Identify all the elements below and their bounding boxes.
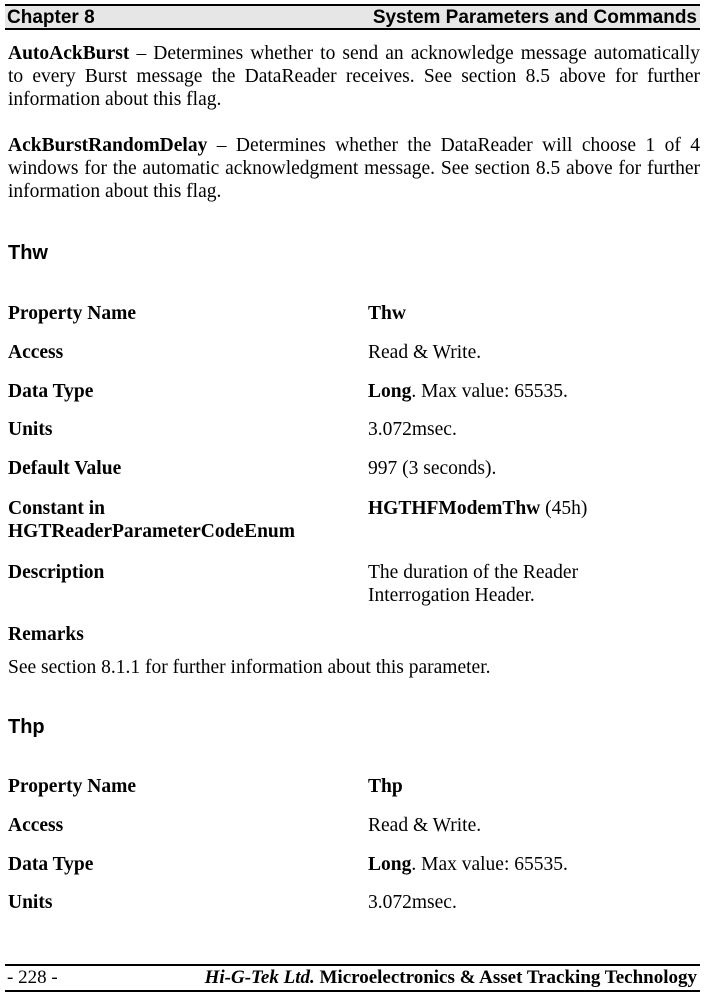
property-value: HGTHFModemThw (45h) [368, 498, 588, 519]
property-name: Description [8, 562, 105, 583]
property-value: Long. Max value: 65535. [368, 381, 568, 402]
company-name: Hi-G-Tek Ltd. [204, 967, 315, 988]
property-name: Data Type [8, 381, 94, 402]
chapter-label: Chapter 8 [7, 7, 95, 28]
property-value: 997 (3 seconds). [368, 458, 497, 479]
term-description: – Determines whether to send an acknowledge message automatically to every Burst message the DataReader receives. See section 8.5 above for further information about this flag. [8, 43, 700, 110]
property-value: The duration of the Reader Interrogation Header. [368, 562, 579, 606]
property-name: Access [8, 815, 64, 836]
company-tagline: Microelectronics & Asset Tracking Technology [314, 967, 697, 988]
property-name: Data Type [8, 854, 94, 875]
page-header [5, 4, 700, 30]
remarks-title: Remarks [8, 624, 84, 645]
term: AutoAckBurst [8, 43, 130, 64]
property-name: Access [8, 342, 64, 363]
chapter-title: System Parameters and Commands [372, 7, 697, 28]
term-description: – Determines whether the DataReader will choose 1 of 4 windows for the automatic acknowledgment message. See section 8.5 above for further information about this flag. [8, 135, 700, 202]
intro-paragraph-autoackburst [8, 42, 700, 111]
term: AckBurstRandomDelay [8, 135, 208, 156]
property-name: Default Value [8, 458, 122, 479]
intro-paragraph-ackburstrandomdelay [8, 134, 700, 203]
property-value: Read & Write. [368, 342, 482, 363]
property-name: Property Name [8, 303, 136, 324]
section-title-thw: Thw [8, 242, 48, 264]
property-value: Long. Max value: 65535. [368, 854, 568, 875]
remarks-text: See section 8.1.1 for further information about this parameter. [8, 657, 491, 678]
property-value: Thw [368, 303, 406, 324]
page-footer [5, 964, 700, 992]
company-line [205, 967, 697, 989]
page-number: - 228 - [7, 967, 58, 988]
property-value: Read & Write. [368, 815, 482, 836]
property-value: 3.072msec. [368, 892, 457, 913]
property-name: Units [8, 892, 53, 913]
property-name: Units [8, 419, 53, 440]
section-title-thp: Thp [8, 716, 45, 738]
property-value: Thp [368, 776, 403, 797]
property-name: Constant in HGTReaderParameterCodeEnum [8, 498, 296, 542]
property-value: 3.072msec. [368, 419, 457, 440]
property-name: Property Name [8, 776, 136, 797]
